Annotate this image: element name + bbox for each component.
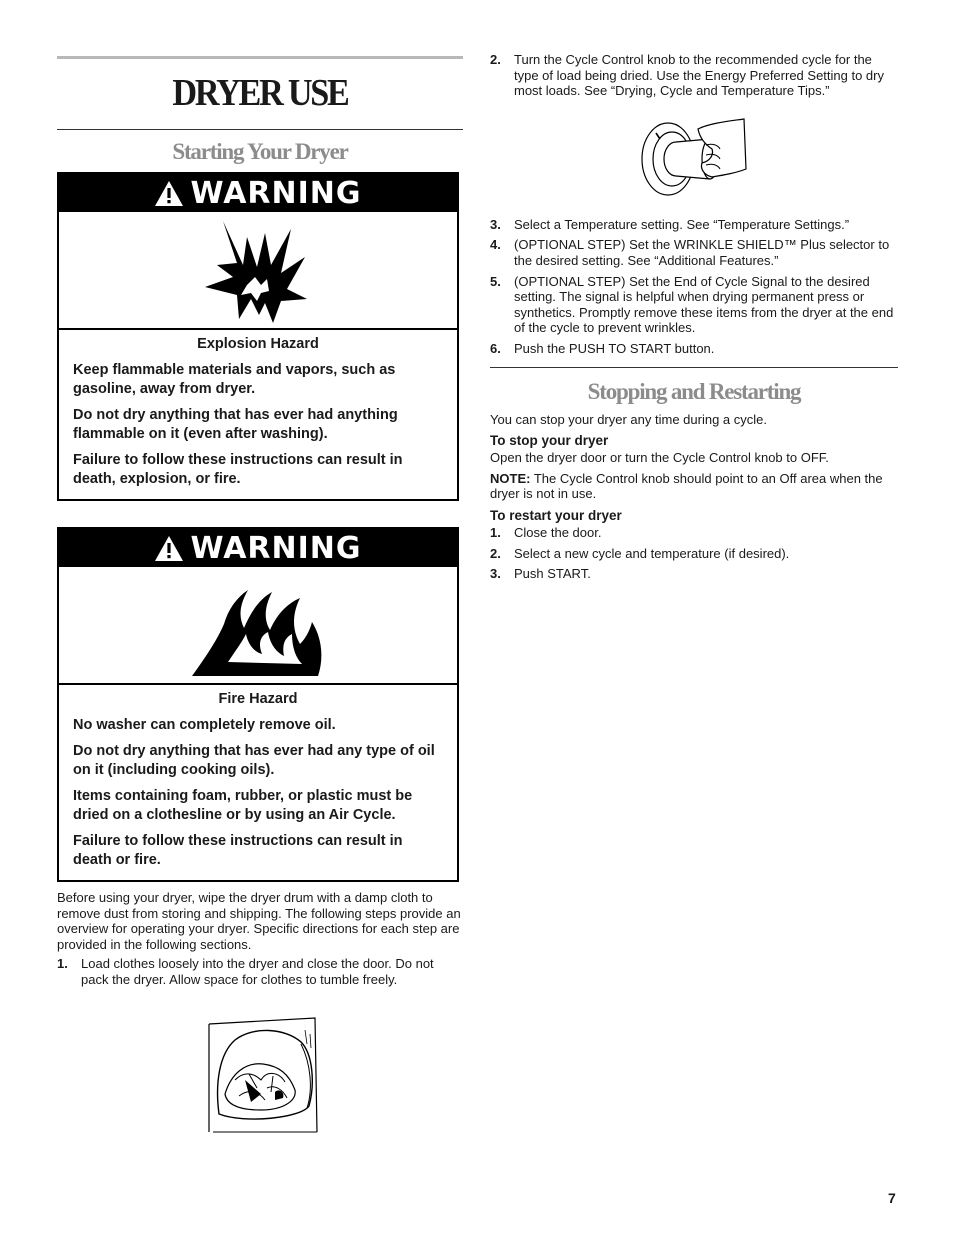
list-item: 2. Select a new cycle and temperature (if desired).: [490, 545, 790, 561]
page-number: 7: [888, 1190, 896, 1206]
list-item: 3. Select a Temperature setting. See “Temperature Settings.”: [490, 216, 850, 232]
stop-heading: To stop your dryer: [490, 433, 609, 449]
steps-list-right: [490, 52, 898, 99]
list-item: 1. Close the door.: [490, 524, 602, 540]
stopping-intro: You can stop your dryer any time during a cycle.: [490, 411, 767, 427]
page-title: DRYER USE: [172, 72, 348, 114]
explosion-symbol: [59, 214, 457, 330]
warning-line: Items containing foam, rubber, or plastic must be dried on a clothesline or by using an Air Cycle.: [73, 788, 413, 823]
restart-steps-list: [490, 525, 898, 582]
warning-label: WARNING: [190, 530, 362, 566]
list-item: 2. Turn the Cycle Control knob to the recommended cycle for the type of load being dried. Use the Energy Preferred Setting to dry most loads. See “Drying, Cycle and Temperature Tips.”: [490, 52, 884, 99]
warning-line: Failure to follow these instructions can result in death or fire.: [73, 833, 403, 868]
fire-icon: [188, 574, 328, 678]
list-item: 6. Push the PUSH TO START button.: [490, 340, 715, 356]
right-column: [490, 52, 898, 587]
list-item: 5. (OPTIONAL STEP) Set the End of Cycle Signal to the desired setting. The signal is helpful when drying permanent press or synthetics. Promptly remove these items from the dryer at the end of the cycle to prevent wrinkles.: [490, 273, 894, 336]
warning-header: [59, 529, 457, 567]
steps-list-right-cont: [490, 217, 898, 357]
left-column: [57, 56, 463, 993]
warning-triangle-icon: [154, 535, 184, 562]
warning-line: Do not dry anything that has ever had anything flammable on it (even after washing).: [73, 407, 398, 442]
dryer-drum-illustration: [205, 1014, 325, 1136]
section-title-stopping: Stopping and Restarting: [587, 378, 801, 404]
note-label: NOTE:: [490, 470, 531, 486]
hazard-title-explosion: Explosion Hazard: [197, 336, 319, 352]
fire-symbol: [59, 569, 457, 685]
intro-paragraph: Before using your dryer, wipe the dryer drum with a damp cloth to remove dust from storing and shipping. The following steps provide an overview for operating your dryer. Specific directions for each step are provided in the following sections.: [57, 890, 461, 952]
list-item: 3. Push START.: [490, 566, 591, 582]
hazard-title-fire: Fire Hazard: [218, 691, 298, 707]
restart-heading: To restart your dryer: [490, 507, 622, 523]
warning-box-explosion: [57, 172, 459, 501]
stop-text: Open the dryer door or turn the Cycle Control knob to OFF.: [490, 450, 829, 466]
section-title-starting: Starting Your Dryer: [172, 139, 348, 164]
warning-line: Keep flammable materials and vapors, such as gasoline, away from dryer.: [73, 362, 396, 397]
warning-label: WARNING: [190, 175, 362, 211]
top-rule: [57, 56, 463, 59]
list-item: 1. Load clothes loosely into the dryer and close the door. Do not pack the dryer. Allow space for clothes to tumble freely.: [57, 956, 434, 987]
cycle-knob-illustration: [640, 115, 750, 201]
warning-line: Do not dry anything that has ever had any type of oil on it (including cooking oils).: [73, 743, 435, 778]
warning-triangle-icon: [154, 180, 184, 207]
note-text: The Cycle Control knob should point to an Off area when the dryer is not in use.: [490, 470, 883, 502]
warning-line: Failure to follow these instructions can result in death, explosion, or fire.: [73, 452, 403, 487]
steps-list-left: [57, 956, 463, 987]
section-rule: [57, 129, 463, 130]
warning-box-fire: [57, 527, 459, 882]
warning-header: [59, 174, 457, 212]
warning-line: No washer can completely remove oil.: [73, 717, 336, 733]
note-paragraph: [490, 471, 898, 502]
list-item: 4. (OPTIONAL STEP) Set the WRINKLE SHIELD™ Plus selector to the desired setting. See “Additional Features.”: [490, 237, 890, 268]
section-rule: [490, 367, 898, 368]
explosion-icon: [203, 219, 313, 323]
